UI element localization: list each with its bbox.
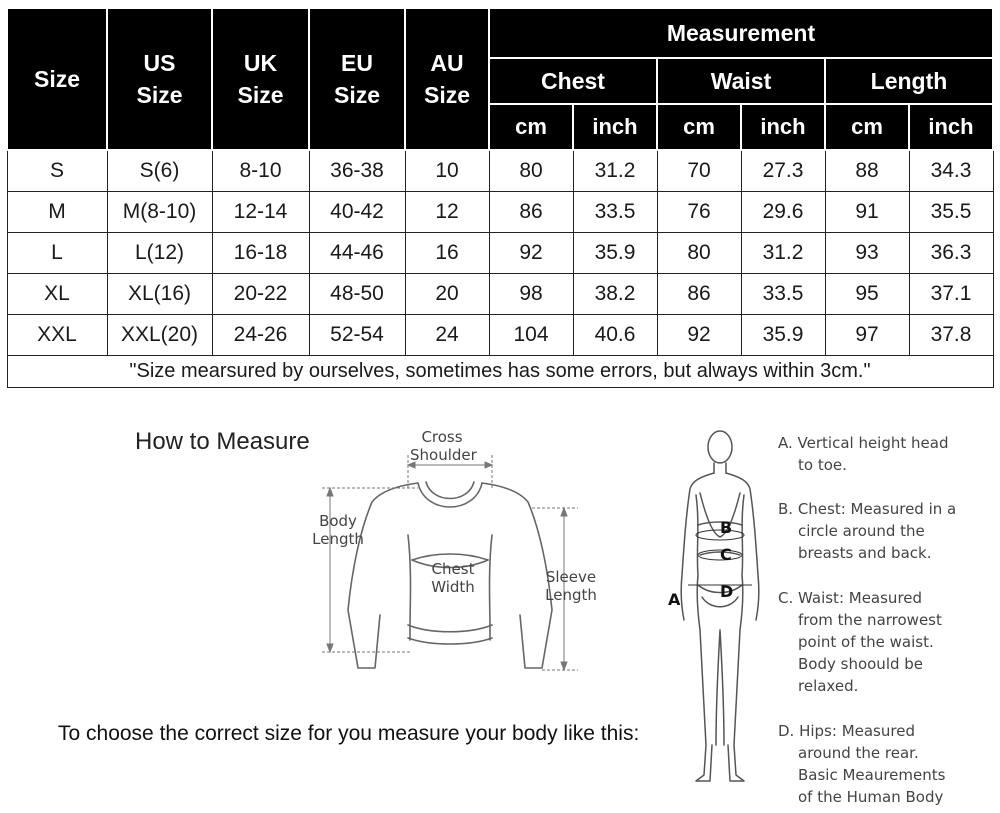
table-cell: S [7, 150, 107, 192]
table-cell: S(6) [107, 150, 212, 192]
table-body [7, 150, 993, 388]
table-cell: XL(16) [107, 274, 212, 315]
table-cell: 36.3 [909, 233, 993, 274]
table-cell: 38.2 [573, 274, 657, 315]
table-cell: 37.1 [909, 274, 993, 315]
table-cell: 10 [405, 150, 489, 192]
table-cell: 80 [657, 233, 741, 274]
body-length-label: Body Length [312, 512, 364, 548]
table-note: "Size mearsured by ourselves, sometimes has some errors, but always within 3cm." [7, 356, 993, 388]
legend-item-a: A. Vertical height head to toe. [778, 434, 949, 474]
body-marker-a: A [668, 590, 681, 609]
table-cell: 70 [657, 150, 741, 192]
table-cell: 33.5 [573, 192, 657, 233]
table-cell: 33.5 [741, 274, 825, 315]
table-cell: 20 [405, 274, 489, 315]
header-waist: Waist [657, 58, 825, 104]
table-cell: 29.6 [741, 192, 825, 233]
table-cell: 40-42 [309, 192, 405, 233]
header-measurement: Measurement [489, 8, 993, 58]
body-marker-b: B [720, 518, 733, 537]
table-cell: 31.2 [573, 150, 657, 192]
table-cell: 93 [825, 233, 909, 274]
table-row [7, 233, 993, 274]
header-length: Length [825, 58, 993, 104]
choose-size-instruction: To choose the correct size for you measure your body like this: [58, 722, 640, 745]
table-cell: 86 [657, 274, 741, 315]
how-to-measure-title: How to Measure [135, 428, 310, 455]
legend-item-d: D. Hips: Measured around the rear. Basic Meaurements of the Human Body [778, 722, 946, 806]
header-eu-size: EU Size [309, 8, 405, 150]
table-row [7, 150, 993, 192]
table-cell: 34.3 [909, 150, 993, 192]
table-cell: 35.9 [573, 233, 657, 274]
table-cell: 8-10 [212, 150, 309, 192]
table-cell: 16 [405, 233, 489, 274]
sleeve-length-label: Sleeve Length [545, 568, 597, 604]
header-unit: inch [909, 104, 993, 150]
table-cell: 52-54 [309, 315, 405, 356]
table-cell: 37.8 [909, 315, 993, 356]
table-cell: 88 [825, 150, 909, 192]
table-cell: L [7, 233, 107, 274]
table-cell: 40.6 [573, 315, 657, 356]
table-cell: XXL(20) [107, 315, 212, 356]
table-cell: 20-22 [212, 274, 309, 315]
header-us-size: US Size [107, 8, 212, 150]
body-figure-diagram [660, 425, 780, 805]
table-row [7, 274, 993, 315]
table-cell: 92 [657, 315, 741, 356]
table-cell: 98 [489, 274, 573, 315]
header-unit: cm [657, 104, 741, 150]
table-cell: 44-46 [309, 233, 405, 274]
legend-item-b: B. Chest: Measured in a circle around the breasts and back. [778, 500, 957, 562]
table-cell: 95 [825, 274, 909, 315]
table-cell: 16-18 [212, 233, 309, 274]
header-unit: inch [741, 104, 825, 150]
table-cell: 31.2 [741, 233, 825, 274]
legend-item-c: C. Waist: Measured from the narrowest point of the waist. Body shoould be relaxed. [778, 589, 942, 695]
table-row [7, 315, 993, 356]
body-marker-c: C [720, 545, 732, 564]
header-uk-size: UK Size [212, 8, 309, 150]
cross-shoulder-label: Cross Shoulder [410, 428, 477, 464]
table-row [7, 192, 993, 233]
table-cell: 24 [405, 315, 489, 356]
table-cell: 92 [489, 233, 573, 274]
table-cell: 36-38 [309, 150, 405, 192]
table-cell: 91 [825, 192, 909, 233]
table-cell: M [7, 192, 107, 233]
table-cell: 12-14 [212, 192, 309, 233]
table-cell: 97 [825, 315, 909, 356]
table-cell: 12 [405, 192, 489, 233]
table-cell: 76 [657, 192, 741, 233]
header-au-size: AU Size [405, 8, 489, 150]
table-header [7, 8, 993, 150]
table-cell: XL [7, 274, 107, 315]
table-cell: 24-26 [212, 315, 309, 356]
header-size: Size [7, 8, 107, 150]
chest-width-label: Chest Width [431, 560, 475, 596]
header-unit: inch [573, 104, 657, 150]
table-cell: M(8-10) [107, 192, 212, 233]
header-unit: cm [825, 104, 909, 150]
table-cell: 80 [489, 150, 573, 192]
table-cell: 104 [489, 315, 573, 356]
table-cell: 35.5 [909, 192, 993, 233]
table-cell: 86 [489, 192, 573, 233]
size-chart-table [6, 7, 994, 388]
table-cell: XXL [7, 315, 107, 356]
table-cell: L(12) [107, 233, 212, 274]
table-cell: 35.9 [741, 315, 825, 356]
table-cell: 27.3 [741, 150, 825, 192]
header-chest: Chest [489, 58, 657, 104]
body-marker-d: D [720, 582, 734, 601]
table-cell: 48-50 [309, 274, 405, 315]
header-unit: cm [489, 104, 573, 150]
